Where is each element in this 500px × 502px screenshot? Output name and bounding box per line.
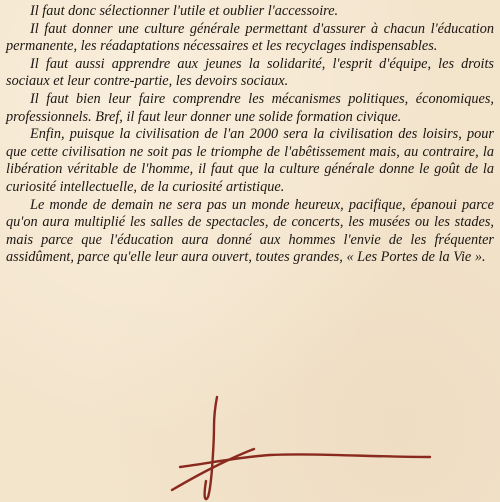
handwritten-signature [170,395,470,502]
paragraph-5: Enfin, puisque la civilisation de l'an 2000 sera la civilisation des loisirs, pour que cette civilisation ne soit pas le triomphe de l'abêtissement mais, au contraire, la libération véritable de l'homme, il faut que la culture générale donne le goût de la curiosité intellectuelle, de la curiosité artistique. [6,126,494,195]
paragraph-4: Il faut bien leur faire comprendre les mécanismes politiques, économiques, professionnels. Bref, il faut leur donner une solide formation civique. [6,90,494,125]
paragraph-1: Il faut donc sélectionner l'utile et oublier l'accessoire. [30,3,339,19]
signature-stroke-vertical [205,397,217,499]
body-text [6,3,494,267]
paragraph-3: Il faut aussi apprendre aux jeunes la solidarité, l'esprit d'équipe, les droits sociaux et leur contre-partie, les devoirs sociaux. [6,55,494,90]
paragraph-6: Le monde de demain ne sera pas un monde heureux, pacifique, épanoui parce qu'on aura multiplié les salles de spectacles, de concerts, les musées ou les stades, mais parce que l'éducation aura donné aux hommes l'envie de les fréquenter assidûment, parce qu'elle leur aura ouvert, toutes grandes, « Les Portes de la Vie ». [6,196,494,266]
paragraph-2: Il faut donner une culture générale permettant d'assurer à chacun l'éducation permanente, les réadaptations nécessaires et les recyclages indispensables. [6,20,494,55]
